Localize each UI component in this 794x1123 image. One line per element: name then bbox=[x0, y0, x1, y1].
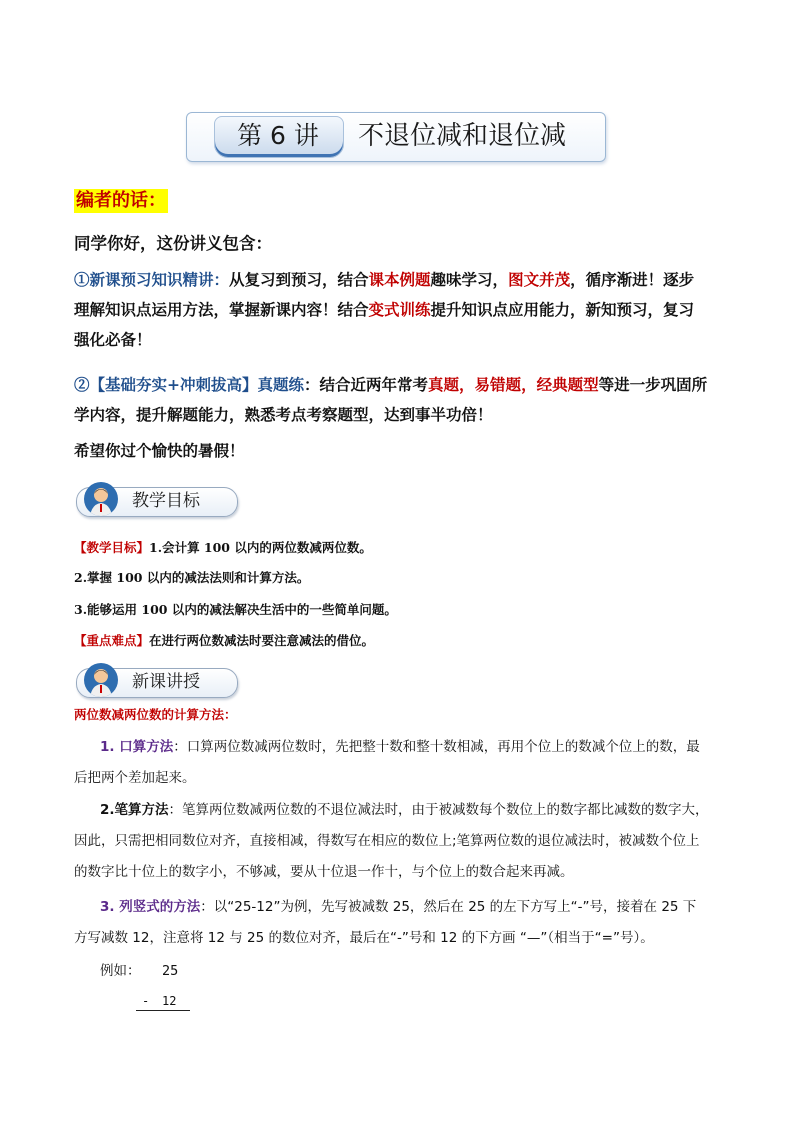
item1-text: ，循序渐进！逐步 bbox=[570, 270, 695, 289]
method-1 bbox=[74, 732, 734, 794]
goals-section-title: 教学目标 bbox=[132, 491, 200, 511]
method-2 bbox=[74, 795, 734, 888]
method-3-text: 方写减数 12，注意将 12 与 25 的数位对齐，最后在“-”号和 12 的下方画 “—”（相当于“=”号）。 bbox=[74, 930, 654, 946]
method-3-lead: 3. 列竖式的方法 bbox=[100, 899, 201, 915]
item1-text: 强化必备！ bbox=[74, 330, 152, 349]
key-tag: 【重点难点】 bbox=[74, 633, 150, 648]
item2-text: ：结合近两年常考 bbox=[304, 375, 429, 394]
method-2-text: ：笔算两位数减两位数的不退位减法时，由于被减数每个数位上的数字都比减数的数字大， bbox=[168, 802, 709, 818]
teacher-avatar-icon bbox=[84, 482, 118, 516]
teacher-avatar-icon bbox=[84, 663, 118, 697]
greeting: 同学你好，这份讲义包含： bbox=[74, 234, 272, 253]
example-label: 例如： bbox=[100, 963, 141, 979]
page-title: 不退位减和退位减 bbox=[358, 121, 567, 151]
minus-sign: - bbox=[142, 994, 150, 1008]
subtrahend: 12 bbox=[162, 994, 177, 1008]
method-2-text: 的数字比十位上的数字小，不够减，要从十位退一作十，与个位上的数合起来再减。 bbox=[74, 864, 574, 880]
item1-highlight: 变式训练 bbox=[368, 300, 431, 319]
lesson-number: 第 6 讲 bbox=[237, 121, 319, 150]
goals-tag: 【教学目标】 bbox=[74, 540, 150, 555]
goal-line-1 bbox=[74, 539, 372, 557]
method-2-text: 因此，只需把相同数位对齐，直接相减，得数写在相应的数位上;笔算两位数的退位减法时，被减数个位上 bbox=[74, 833, 700, 849]
item1-text: 趣味学习， bbox=[430, 270, 509, 289]
lesson-section-title: 新课讲授 bbox=[132, 672, 200, 692]
item2-lead: ②【基础夯实+冲刺拔高】真题练 bbox=[74, 375, 304, 394]
minuend: 25 bbox=[162, 963, 179, 979]
method-1-lead: 1. 口算方法 bbox=[100, 739, 174, 755]
item1-lead: ①新课预习知识精讲： bbox=[74, 270, 230, 289]
subtraction-row bbox=[136, 994, 190, 1011]
item2-highlight: 真题 bbox=[428, 375, 460, 394]
item2-text: 学内容，提升解题能力，熟悉考点考察题型，达到事半功倍！ bbox=[74, 405, 493, 424]
goal-line-3: 3.能够运用 100 以内的减法解决生活中的一些简单问题。 bbox=[74, 602, 397, 617]
item2-text: ， bbox=[459, 375, 475, 394]
item1-highlight: 课本例题 bbox=[368, 270, 431, 289]
closing-line: 希望你过个愉快的暑假！ bbox=[74, 441, 245, 460]
method-1-text: ：口算两位数减两位数时，先把整十数和整十数相减，再用个位上的数减个位上的数，最 bbox=[173, 739, 700, 755]
item2-text: 等进一步巩固所 bbox=[598, 375, 708, 394]
item1-highlight: 图文并茂 bbox=[508, 270, 571, 289]
method-3-text: ：以“25-12”为例，先写被减数 25，然后在 25 的左下方写上“-”号，接着在 25 下 bbox=[200, 899, 697, 915]
item1-text: 理解知识点运用方法，掌握新课内容！结合 bbox=[74, 300, 369, 319]
goal-text: 1.会计算 100 以内的两位数减两位数。 bbox=[149, 540, 372, 555]
intro-item-1 bbox=[74, 265, 734, 355]
item1-text: 提升知识点应用能力，新知预习，复习 bbox=[430, 300, 695, 319]
key-text: 在进行两位数减法时要注意减法的借位。 bbox=[149, 633, 375, 648]
method-2-lead: 2.笔算方法 bbox=[100, 802, 169, 818]
item2-highlight: 易错题 bbox=[474, 375, 522, 394]
lesson-heading: 两位数减两位数的计算方法： bbox=[74, 707, 237, 722]
item2-highlight: 经典题型 bbox=[536, 375, 599, 394]
editor-label: 编者的话： bbox=[76, 190, 166, 211]
item1-text: 从复习到预习，结合 bbox=[229, 270, 369, 289]
key-point-line bbox=[74, 632, 374, 650]
item2-text: ， bbox=[521, 375, 537, 394]
method-3 bbox=[74, 892, 734, 954]
intro-item-2 bbox=[74, 370, 734, 430]
method-1-text: 后把两个差加起来。 bbox=[74, 770, 196, 786]
goal-line-2: 2.掌握 100 以内的减法法则和计算方法。 bbox=[74, 570, 310, 585]
